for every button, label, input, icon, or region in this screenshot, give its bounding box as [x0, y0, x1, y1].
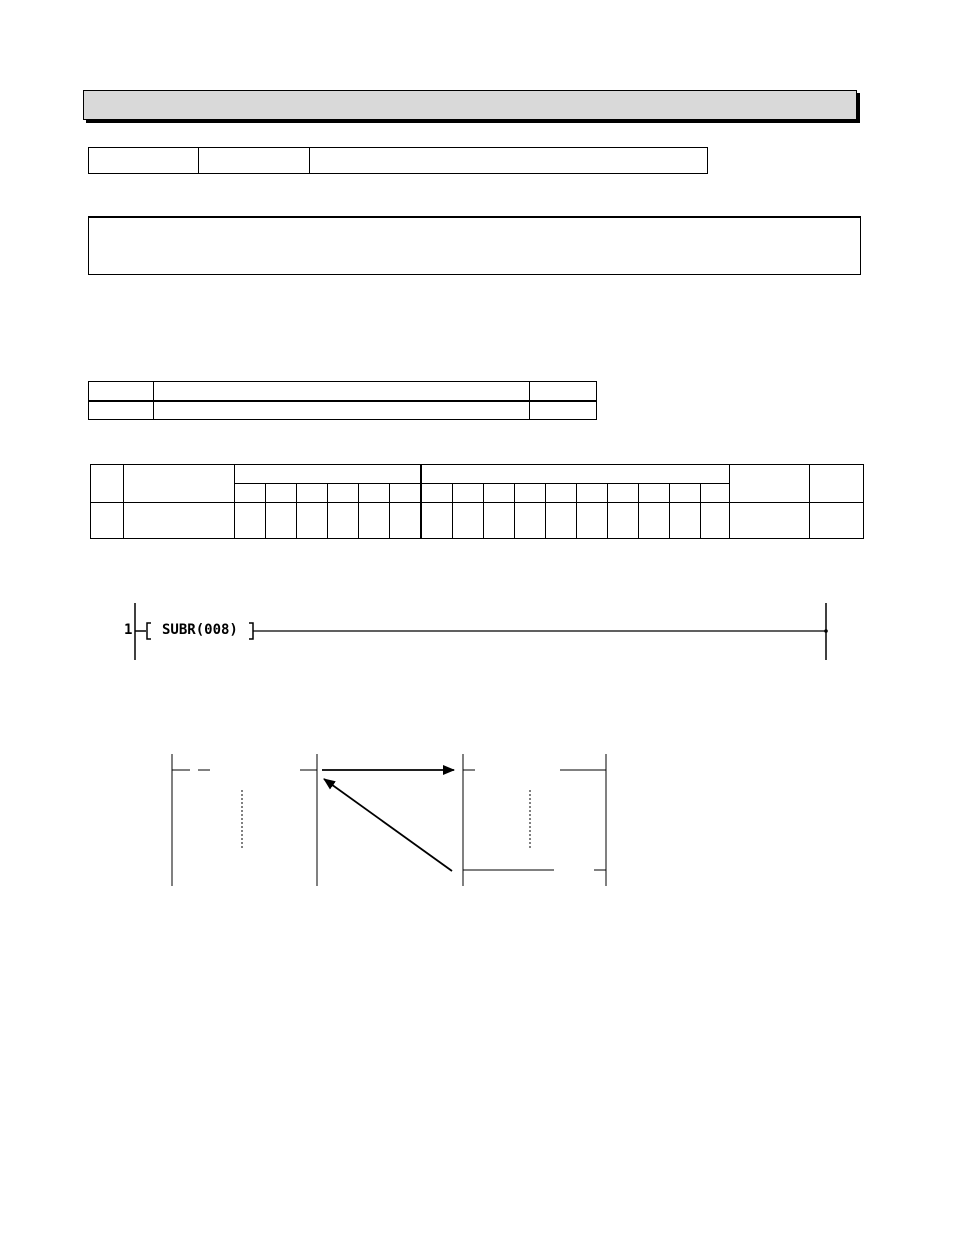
- return-arrow: [324, 779, 452, 871]
- device-cell: [577, 503, 608, 539]
- instruction-info-row: [88, 147, 708, 174]
- operand-table: [88, 381, 597, 420]
- device-header-group: [421, 465, 730, 484]
- device-subheader-cell: [235, 484, 266, 503]
- device-subheader-cell: [701, 484, 730, 503]
- operand-cell: [89, 382, 154, 401]
- device-subheader-cell: [639, 484, 670, 503]
- device-cell: [670, 503, 701, 539]
- rung-number: 1: [124, 622, 133, 638]
- ladder-rung: [110, 600, 840, 664]
- device-subheader-cell: [670, 484, 701, 503]
- operand-cell: [89, 401, 154, 420]
- device-subheader-cell: [266, 484, 297, 503]
- operand-cell: [530, 382, 597, 401]
- info-cell-1: [88, 147, 199, 174]
- device-cell: [608, 503, 639, 539]
- device-cell: [730, 503, 810, 539]
- device-cell: [91, 503, 124, 539]
- device-subheader-cell: [390, 484, 422, 503]
- operand-cell: [154, 382, 530, 401]
- device-subheader-cell: [421, 484, 453, 503]
- device-subheader-cell: [515, 484, 546, 503]
- device-header-cell: [124, 465, 235, 503]
- subroutine-flow-diagram: [160, 750, 620, 890]
- device-cell: [328, 503, 359, 539]
- device-cell: [810, 503, 864, 539]
- device-header-cell: [810, 465, 864, 503]
- device-cell: [701, 503, 730, 539]
- device-subheader-cell: [577, 484, 608, 503]
- device-cell: [124, 503, 235, 539]
- device-cell: [390, 503, 422, 539]
- info-cell-3: [309, 147, 708, 174]
- device-table: [90, 464, 864, 539]
- subroutine-block: [463, 754, 606, 886]
- operand-cell: [530, 401, 597, 420]
- device-subheader-cell: [328, 484, 359, 503]
- device-cell: [515, 503, 546, 539]
- device-cell: [266, 503, 297, 539]
- device-subheader-cell: [546, 484, 577, 503]
- device-header-cell: [91, 465, 124, 503]
- device-subheader-cell: [297, 484, 328, 503]
- device-cell: [453, 503, 484, 539]
- device-header-group: [235, 465, 422, 484]
- device-cell: [421, 503, 453, 539]
- device-header-cell: [730, 465, 810, 503]
- description-box: [88, 216, 861, 275]
- info-cell-2: [198, 147, 310, 174]
- device-cell: [297, 503, 328, 539]
- subr-instruction: SUBR(008): [162, 622, 238, 638]
- section-title-bar: [83, 90, 857, 120]
- device-subheader-cell: [608, 484, 639, 503]
- device-subheader-cell: [359, 484, 390, 503]
- main-program-block: [172, 754, 317, 886]
- device-cell: [484, 503, 515, 539]
- device-cell: [546, 503, 577, 539]
- operand-cell: [154, 401, 530, 420]
- device-cell: [359, 503, 390, 539]
- device-cell: [639, 503, 670, 539]
- device-cell: [235, 503, 266, 539]
- device-subheader-cell: [484, 484, 515, 503]
- device-subheader-cell: [453, 484, 484, 503]
